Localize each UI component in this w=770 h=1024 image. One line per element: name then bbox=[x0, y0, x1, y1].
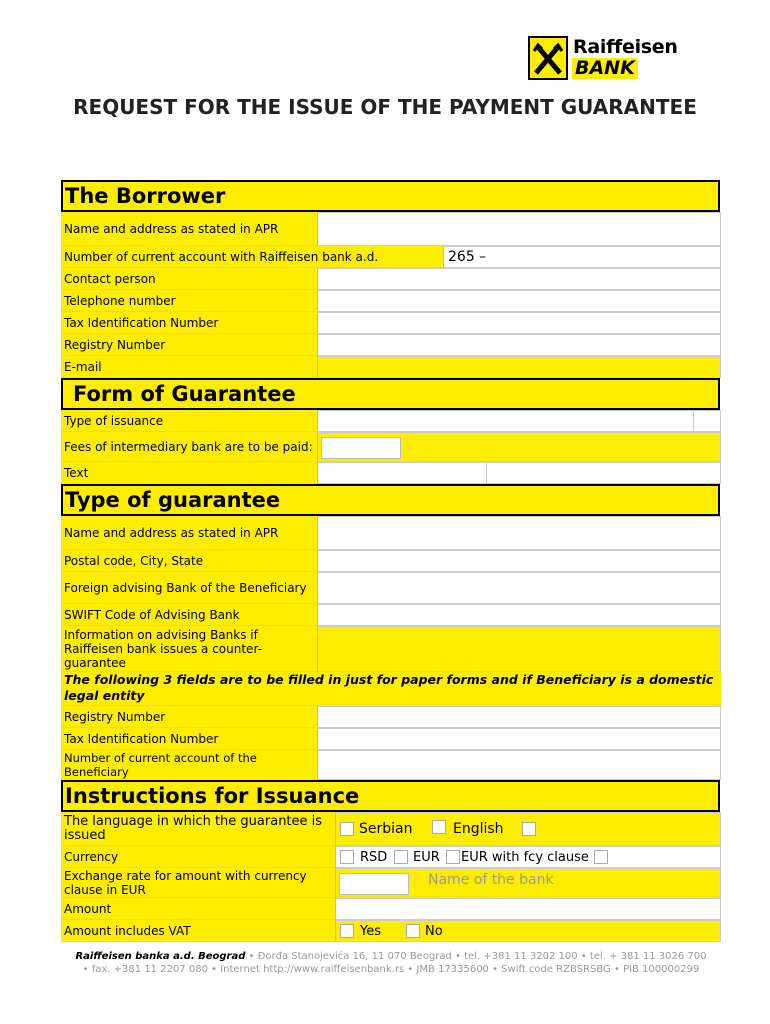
footer-company: Raiffeisen banka a.d. Beograd bbox=[75, 951, 246, 962]
page-title: REQUEST FOR THE ISSUE OF THE PAYMENT GUARANTEE bbox=[73, 95, 697, 119]
instr-language-options bbox=[336, 812, 721, 846]
instr-language-row bbox=[61, 812, 721, 846]
instr-amount-row bbox=[61, 898, 721, 920]
instr-exchange-cell bbox=[336, 868, 721, 898]
borrower-email-label: E-mail bbox=[61, 356, 318, 378]
dropdown-arrow-icon[interactable] bbox=[693, 411, 720, 431]
type-swift-row bbox=[61, 604, 721, 626]
logo-name: Raiffeisen bbox=[573, 36, 678, 58]
eur-fcy-checkbox[interactable] bbox=[446, 850, 460, 864]
eur-label: EUR bbox=[413, 850, 440, 865]
type-foreign-bank-row bbox=[61, 572, 721, 604]
type-info-row bbox=[61, 626, 721, 672]
footer bbox=[66, 950, 716, 976]
type-tin-row bbox=[61, 728, 721, 750]
section-borrower-heading: The Borrower bbox=[61, 180, 720, 212]
footer-line-2: • fax. +381 11 2207 080 • Internet http://www.raiffeisenbank.rs • JMB 17335600 • Swift code RZBSRSBG • PIB 100000299 bbox=[82, 964, 700, 975]
type-name-field[interactable] bbox=[318, 516, 721, 550]
rsd-label: RSD bbox=[360, 850, 388, 865]
form-type-label: Type of issuance bbox=[61, 410, 318, 432]
form-text-label: Text bbox=[61, 462, 318, 484]
form-fees-cell bbox=[318, 432, 721, 462]
type-tin-field[interactable] bbox=[318, 728, 721, 750]
eur-checkbox[interactable] bbox=[394, 850, 408, 864]
form-type-select[interactable] bbox=[318, 410, 721, 432]
section-instructions-heading: Instructions for Issuance bbox=[61, 780, 720, 812]
vat-no-label: No bbox=[425, 924, 443, 939]
type-postal-field[interactable] bbox=[318, 550, 721, 572]
borrower-telephone-row bbox=[61, 290, 721, 312]
type-registry-row bbox=[61, 706, 721, 728]
vat-yes-checkbox[interactable] bbox=[340, 924, 354, 938]
borrower-account-field[interactable]: 265 – bbox=[444, 246, 721, 268]
logo-bank: BANK bbox=[572, 58, 638, 79]
exchange-rate-input[interactable] bbox=[339, 873, 409, 895]
form-text-field[interactable] bbox=[318, 462, 721, 484]
domestic-note: The following 3 fields are to be filled in just for paper forms and if Beneficiary is a domestic legal entity bbox=[61, 672, 721, 706]
type-account-label: Number of current account of the Beneficiary bbox=[61, 750, 318, 780]
instr-vat-row bbox=[61, 920, 721, 942]
instr-exchange-label: Exchange rate for amount with currency clause in EUR bbox=[61, 868, 336, 898]
type-name-row bbox=[61, 516, 721, 550]
borrower-contact-field[interactable] bbox=[318, 268, 721, 290]
serbian-label: Serbian bbox=[359, 821, 413, 837]
vat-yes-label: Yes bbox=[360, 924, 381, 939]
form-fees-input[interactable] bbox=[321, 437, 401, 459]
borrower-contact-label: Contact person bbox=[61, 268, 318, 290]
instr-vat-options bbox=[336, 920, 721, 942]
footer-address: • Đorđa Stanojevića 16, 11 070 Beograd • tel. +381 11 3202 100 • tel. + 381 11 3026 700 bbox=[245, 951, 707, 962]
raiffeisen-logo bbox=[528, 36, 684, 82]
eur-fcy-label: EUR with fcy clause bbox=[461, 850, 589, 865]
borrower-telephone-field[interactable] bbox=[318, 290, 721, 312]
instr-vat-label: Amount includes VAT bbox=[61, 920, 336, 942]
borrower-account-label: Number of current account with Raiffeisen bank a.d. bbox=[61, 246, 444, 268]
instr-currency-options bbox=[336, 846, 721, 868]
borrower-registry-label: Registry Number bbox=[61, 334, 318, 356]
instr-language-label: The language in which the guarantee is issued bbox=[61, 812, 336, 846]
type-foreign-bank-field[interactable] bbox=[318, 572, 721, 604]
english-label: English bbox=[453, 821, 504, 837]
borrower-tin-label: Tax Identification Number bbox=[61, 312, 318, 334]
section-type-heading: Type of guarantee bbox=[61, 484, 720, 516]
form-fees-row bbox=[61, 432, 721, 462]
type-name-label: Name and address as stated in APR bbox=[61, 516, 318, 550]
type-info-label: Information on advising Banks if Raiffeisen bank issues a counter-guarantee bbox=[61, 626, 318, 672]
borrower-email-field[interactable] bbox=[318, 356, 721, 378]
english-checkbox[interactable] bbox=[432, 820, 446, 834]
section-form-heading: Form of Guarantee bbox=[61, 378, 720, 410]
borrower-telephone-label: Telephone number bbox=[61, 290, 318, 312]
footer-line-1 bbox=[66, 950, 716, 963]
form-text-row bbox=[61, 462, 721, 484]
type-account-field[interactable] bbox=[318, 750, 721, 780]
borrower-account-row bbox=[61, 246, 721, 268]
type-foreign-bank-label: Foreign advising Bank of the Beneficiary bbox=[61, 572, 318, 604]
type-registry-field[interactable] bbox=[318, 706, 721, 728]
borrower-tin-row bbox=[61, 312, 721, 334]
instr-currency-label: Currency bbox=[61, 846, 336, 868]
type-account-row bbox=[61, 750, 721, 780]
borrower-contact-row bbox=[61, 268, 721, 290]
language-other-checkbox[interactable] bbox=[522, 822, 536, 836]
rsd-checkbox[interactable] bbox=[340, 850, 354, 864]
currency-other-checkbox[interactable] bbox=[594, 850, 608, 864]
borrower-name-row bbox=[61, 212, 721, 246]
form-fees-label: Fees of intermediary bank are to be paid: bbox=[61, 432, 318, 462]
vat-no-checkbox[interactable] bbox=[406, 924, 420, 938]
borrower-email-row bbox=[61, 356, 721, 378]
borrower-name-label: Name and address as stated in APR bbox=[61, 212, 318, 246]
borrower-registry-row bbox=[61, 334, 721, 356]
instr-amount-field[interactable] bbox=[336, 898, 721, 920]
instr-currency-row bbox=[61, 846, 721, 868]
type-registry-label: Registry Number bbox=[61, 706, 318, 728]
type-info-field[interactable] bbox=[318, 626, 721, 672]
borrower-registry-field[interactable] bbox=[318, 334, 721, 356]
divider bbox=[486, 463, 487, 483]
type-postal-row bbox=[61, 550, 721, 572]
borrower-name-field[interactable] bbox=[318, 212, 721, 246]
form-type-row bbox=[61, 410, 721, 432]
serbian-checkbox[interactable] bbox=[340, 822, 354, 836]
type-postal-label: Postal code, City, State bbox=[61, 550, 318, 572]
type-swift-label: SWIFT Code of Advising Bank bbox=[61, 604, 318, 626]
borrower-tin-field[interactable] bbox=[318, 312, 721, 334]
instr-exchange-row bbox=[61, 868, 721, 898]
type-tin-label: Tax Identification Number bbox=[61, 728, 318, 750]
crossed-gables-icon bbox=[528, 36, 568, 80]
bank-name-placeholder[interactable]: Name of the bank bbox=[428, 872, 554, 888]
type-swift-field[interactable] bbox=[318, 604, 721, 626]
instr-amount-label: Amount bbox=[61, 898, 336, 920]
